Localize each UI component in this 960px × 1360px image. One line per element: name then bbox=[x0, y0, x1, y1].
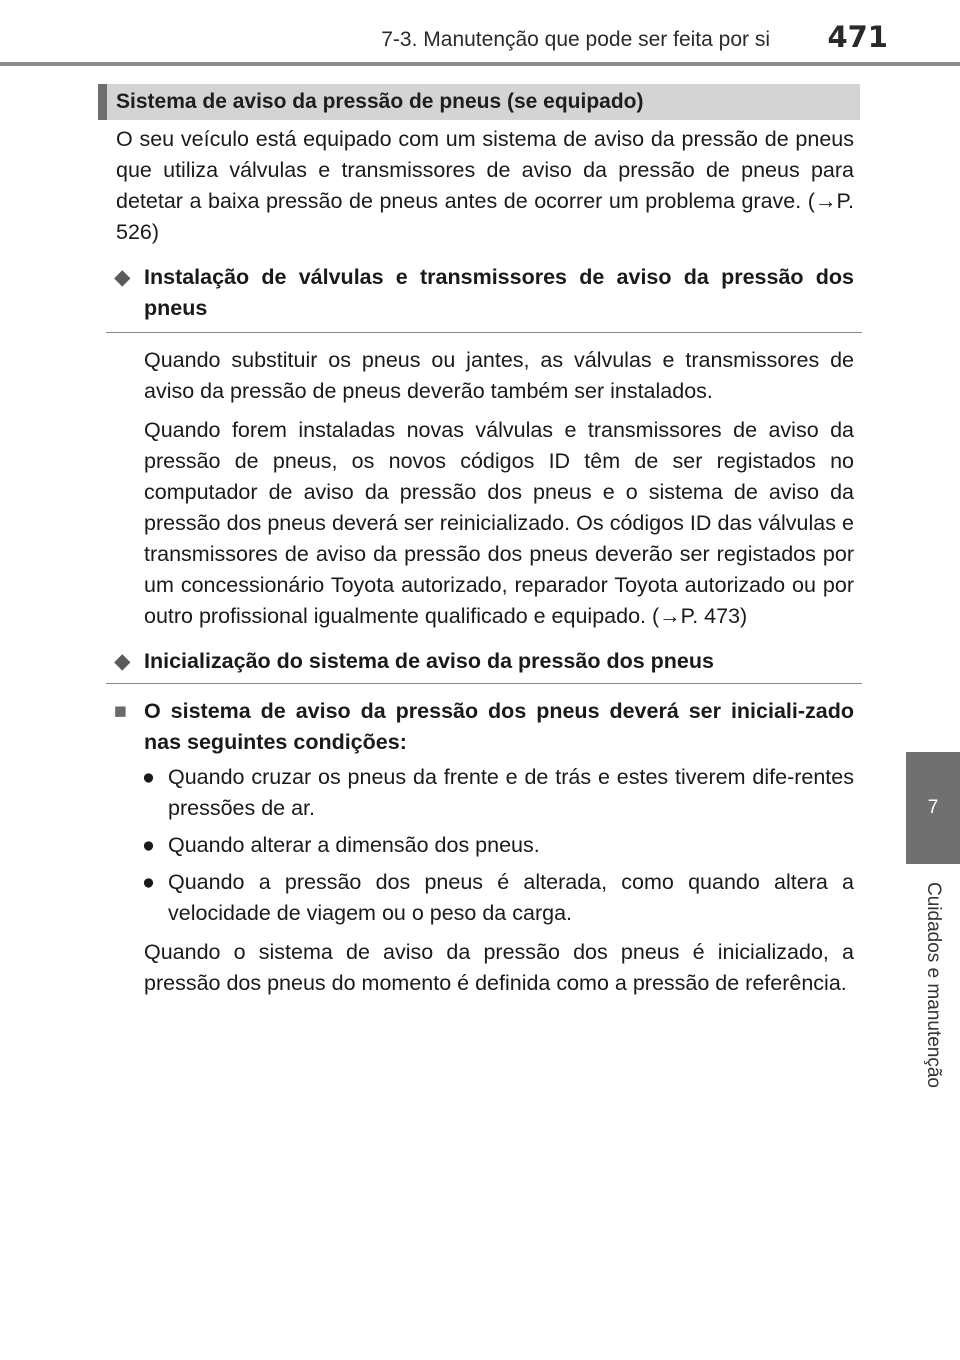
page-header bbox=[0, 0, 960, 70]
list-item-text: Quando alterar a dimensão dos pneus. bbox=[168, 833, 540, 857]
initialization-closing-paragraph: Quando o sistema de aviso da pressão dos pneus é inicializado, a pressão dos pneus do momento é definida como a pressão de referência. bbox=[144, 940, 854, 995]
note-heading bbox=[114, 696, 854, 758]
diamond-icon: ◆ bbox=[114, 649, 131, 673]
note-heading-text: O sistema de aviso da pressão dos pneus deverá ser iniciali-zado nas seguintes condições: bbox=[144, 699, 854, 754]
subsection-title-text: Inicialização do sistema de aviso da pressão dos pneus bbox=[144, 649, 714, 673]
subsection-installation-title bbox=[114, 262, 854, 324]
chapter-number: 7 bbox=[927, 797, 939, 818]
chapter-label: Cuidados e manutenção bbox=[923, 882, 944, 1088]
list-item bbox=[142, 762, 854, 824]
intro-paragraph: O seu veículo está equipado com um sistema de aviso da pressão de pneus que utiliza válvulas e transmissores de aviso da pressão de pneus para detetar a baixa pressão de pneus antes de ocorrer um problema grave. (→P. 526) bbox=[116, 127, 854, 244]
list-item-text: Quando a pressão dos pneus é alterada, como quando altera a velocidade de viagem ou o peso da carga. bbox=[168, 870, 854, 925]
bullet-icon: ● bbox=[142, 870, 155, 894]
section-title: Sistema de aviso da pressão de pneus (se equipado) bbox=[98, 84, 860, 120]
bullet-icon: ● bbox=[142, 833, 155, 857]
list-item bbox=[142, 830, 854, 861]
installation-paragraph-2: Quando forem instaladas novas válvulas e transmissores de aviso da pressão de pneus, os novos códigos ID têm de ser registados no computador de aviso da pressão dos pneus e o sistema de aviso da pressão dos pneus deverá ser reinicializado. Os códigos ID das válvulas e transmissores de aviso da pressão dos pneus deverão ser registados por um concessionário Toyota autorizado, reparador Toyota autorizado ou por outro profissional igualmente qualificado e equipado. (→P. 473) bbox=[144, 418, 854, 628]
subsection-initialization-title bbox=[114, 646, 854, 677]
list-item-text: Quando cruzar os pneus da frente e de trás e estes tiverem dife-rentes pressões de ar. bbox=[168, 765, 854, 820]
chapter-tab bbox=[906, 752, 960, 864]
diamond-icon: ◆ bbox=[114, 265, 131, 289]
page-content bbox=[116, 124, 854, 999]
running-header-section: 7-3. Manutenção que pode ser feita por si bbox=[381, 28, 770, 51]
list-item bbox=[142, 867, 854, 929]
square-icon: ■ bbox=[114, 699, 127, 723]
header-rule bbox=[0, 62, 960, 66]
page-number: 471 bbox=[827, 20, 888, 54]
bullet-icon: ● bbox=[142, 765, 155, 789]
subsection-title-text: Instalação de válvulas e transmissores de aviso da pressão dos pneus bbox=[144, 265, 854, 320]
installation-paragraph-1: Quando substituir os pneus ou jantes, as válvulas e transmissores de aviso da pressão de pneus deverão também ser instalados. bbox=[144, 348, 854, 403]
